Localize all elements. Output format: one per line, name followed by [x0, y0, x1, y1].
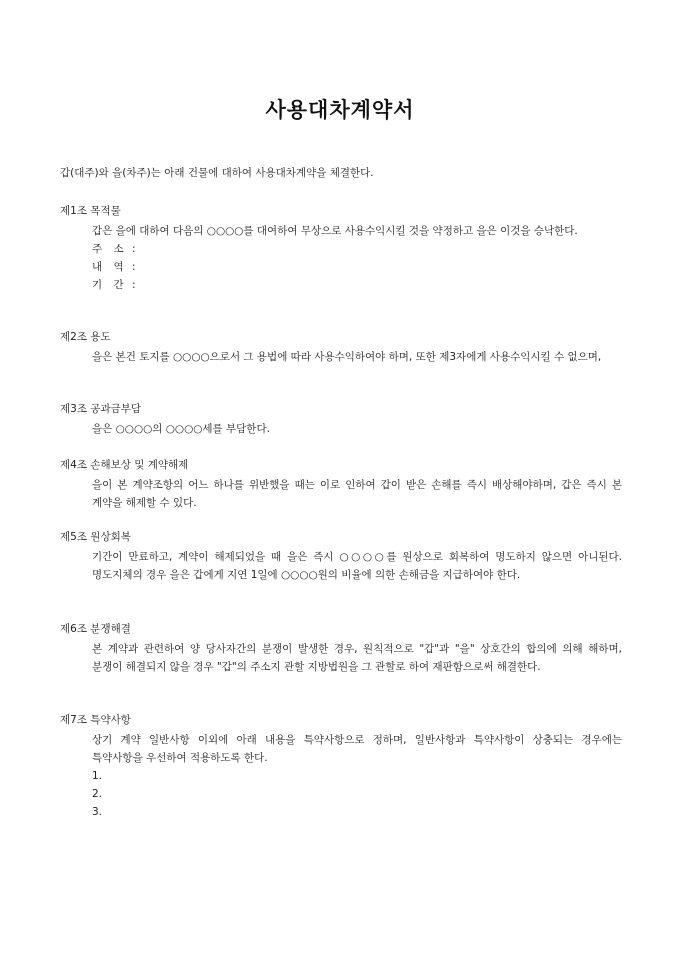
special-item-3: 3.	[92, 806, 103, 818]
article-6-body: 본 계약과 관련하여 양 당사자간의 분쟁이 발생한 경우, 원칙적으로 "갑"과 "을" 상호간의 합의에 의해 해하며, 분쟁이 해결되지 않을 경우 "갑"의 주소지 관할 지방법원을 그 관할로 하여 재판함으로써 해결한다.	[92, 643, 622, 673]
article-5-heading: 제5조 원상회복	[60, 531, 131, 543]
article-7	[60, 711, 630, 821]
article-1-heading: 제1조 목적물	[60, 205, 121, 217]
article-7-heading: 제7조 특약사항	[60, 714, 131, 726]
article-4-heading: 제4조 손해보상 및 계약해제	[60, 459, 189, 471]
field-period-sep: :	[132, 279, 136, 291]
field-address-sep: :	[132, 243, 136, 255]
article-7-body: 상기 계약 일반사항 이외에 아래 내용을 특약사항으로 정하며, 일반사항과 특약사항이 상충되는 경우에는 특약사항을 우선하여 적용하도록 한다.	[92, 734, 622, 764]
article-2	[60, 328, 630, 366]
article-1-body: 갑은 을에 대하여 다음의 ○○○○를 대여하여 무상으로 사용수익시킬 것을 약정하고 을은 이것을 승낙한다.	[92, 225, 578, 237]
intro-paragraph: 갑(대주)와 을(차주)는 아래 건물에 대하여 사용대차계약을 체결한다.	[60, 167, 374, 179]
article-2-heading: 제2조 용도	[60, 331, 111, 343]
field-period	[92, 276, 622, 294]
special-item-2: 2.	[92, 788, 103, 800]
article-3	[60, 400, 630, 438]
article-4	[60, 456, 630, 512]
article-2-body: 을은 본건 토지를 ○○○○으로서 그 용법에 따라 사용수익하여야 하며, 또한 제3자에게 사용수익시킬 수 없으며,	[92, 351, 602, 363]
article-5	[60, 528, 630, 584]
article-3-heading: 제3조 공과금부담	[60, 403, 142, 415]
field-address	[92, 240, 622, 258]
article-5-body: 기간이 만료하고, 계약이 해제되었을 때 을은 즉시 ○○○○를 원상으로 회복하여 명도하지 않으면 아니된다. 명도지체의 경우 을은 갑에게 지연 1일에 ○○○○원의 비율에 의한 손해금을 지급하여야 한다.	[92, 551, 622, 581]
field-address-label: 주 소	[92, 243, 128, 255]
article-6	[60, 620, 630, 676]
article-4-body: 을이 본 계약조항의 어느 하나를 위반했을 때는 이로 인하여 갑이 받은 손해를 즉시 배상해야하며, 갑은 즉시 본 계약을 해제할 수 있다.	[92, 479, 622, 509]
special-item-1: 1.	[92, 770, 103, 782]
field-details-sep: :	[132, 261, 136, 273]
article-1	[60, 202, 630, 294]
field-period-label: 기 간	[92, 279, 128, 291]
field-details-label: 내 역	[92, 261, 128, 273]
field-details	[92, 258, 622, 276]
document-title: 사용대차계약서	[265, 98, 415, 122]
article-3-body: 을은 ○○○○의 ○○○○세를 부담한다.	[92, 423, 270, 435]
article-6-heading: 제6조 분쟁해결	[60, 623, 131, 635]
